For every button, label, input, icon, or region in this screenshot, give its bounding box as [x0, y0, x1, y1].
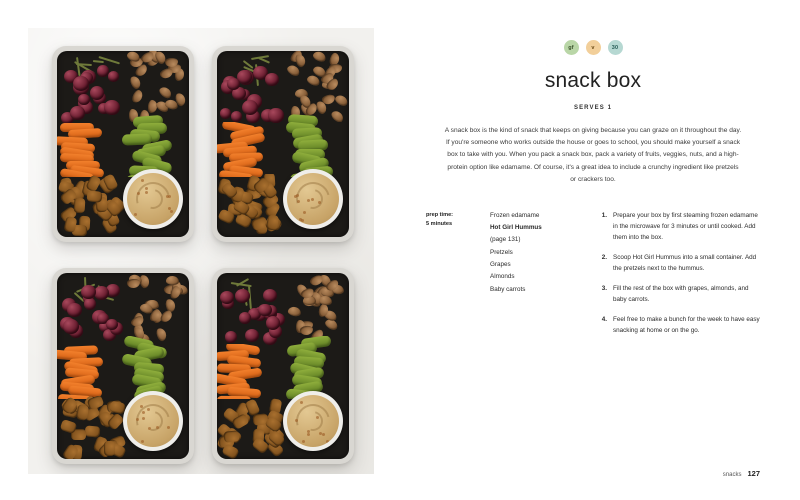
list-item — [598, 283, 760, 305]
badge-vegan-icon: v — [586, 40, 601, 55]
ingredients-list — [490, 210, 586, 296]
prep-time-block — [426, 210, 478, 229]
grapes-compartment — [57, 51, 126, 125]
carrots-compartment — [57, 122, 115, 178]
page-number: 127 — [747, 469, 760, 478]
step-number: 3. — [601, 285, 607, 293]
recipe-columns — [426, 210, 760, 345]
carrots-compartment — [217, 122, 275, 178]
almonds-compartment — [286, 273, 349, 344]
almonds-compartment — [126, 273, 189, 344]
prep-time-value: 5 minutes — [426, 220, 453, 227]
list-item: (page 131) — [490, 236, 521, 244]
edamame-compartment — [278, 114, 349, 177]
pretzels-compartment — [57, 396, 126, 459]
step-number: 4. — [601, 316, 607, 324]
list-item — [598, 210, 760, 243]
hummus-cup — [283, 391, 343, 451]
grapes-compartment — [217, 273, 286, 347]
list-item: Frozen edamame — [490, 211, 540, 219]
grapes-compartment — [57, 273, 126, 347]
list-item: Almonds — [490, 273, 515, 281]
edamame-compartment — [278, 336, 349, 399]
instructions-list — [598, 210, 760, 345]
pretzels-compartment — [57, 174, 126, 237]
hummus-cup — [123, 169, 183, 229]
bento-box — [52, 46, 194, 242]
list-item — [598, 314, 760, 336]
page-footer — [723, 469, 760, 478]
prep-time-label: prep time: — [426, 211, 454, 218]
badge-thirty-minutes-icon: 30 — [608, 40, 623, 55]
step-number: 2. — [601, 253, 607, 261]
list-item: Pretzels — [490, 248, 513, 256]
list-item: Hot Girl Hummus — [490, 224, 542, 232]
bento-box — [212, 46, 354, 242]
list-item: Baby carrots — [490, 285, 526, 293]
step-text: Prepare your box by first steaming frozen edamame in the microwave for 3 minutes or until cooked. Add them into the box. — [613, 211, 758, 241]
snack-box-photo — [28, 28, 374, 474]
page-title: snack box — [544, 69, 642, 92]
dietary-badges — [426, 40, 760, 55]
serves-label: SERVES 1 — [573, 105, 613, 111]
recipe-intro: A snack box is the kind of snack that keeps on giving because you can graze on it throughout the day. If you're someone who works outside the house or goes to school, you should make yourself a snack box to take with you. When you pack a snack box, pack a variety of fruits, veggies, nuts, and a high-protein option like edamame. Of course, it's a great idea to include a crunchy ingredient like pretzels or crackers too. — [444, 127, 742, 183]
badge-gluten-free-icon: gf — [564, 40, 579, 55]
almonds-compartment — [126, 51, 189, 122]
footer-section-label: snacks — [722, 472, 742, 478]
carrots-compartment — [57, 344, 115, 400]
edamame-compartment — [118, 336, 189, 399]
step-number: 1. — [601, 211, 607, 219]
list-item — [598, 252, 760, 274]
hummus-cup — [123, 391, 183, 451]
list-item: Grapes — [490, 261, 511, 268]
edamame-compartment — [118, 114, 189, 177]
bento-box-grid — [44, 42, 360, 462]
bento-box — [212, 268, 354, 464]
carrots-compartment — [217, 344, 275, 400]
step-text: Scoop Hot Girl Hummus into a small container. Add the pretzels next to the hummus. — [613, 253, 757, 272]
pretzels-compartment — [217, 396, 286, 459]
pretzels-compartment — [217, 174, 286, 237]
step-text: Feel free to make a bunch for the week to have easy snacking at home or on the go. — [613, 316, 760, 335]
almonds-compartment — [286, 51, 349, 122]
step-text: Fill the rest of the box with grapes, almonds, and baby carrots. — [613, 285, 749, 304]
hummus-cup — [283, 169, 343, 229]
bento-box — [52, 268, 194, 464]
recipe-page — [400, 0, 800, 500]
grapes-compartment — [217, 51, 286, 125]
